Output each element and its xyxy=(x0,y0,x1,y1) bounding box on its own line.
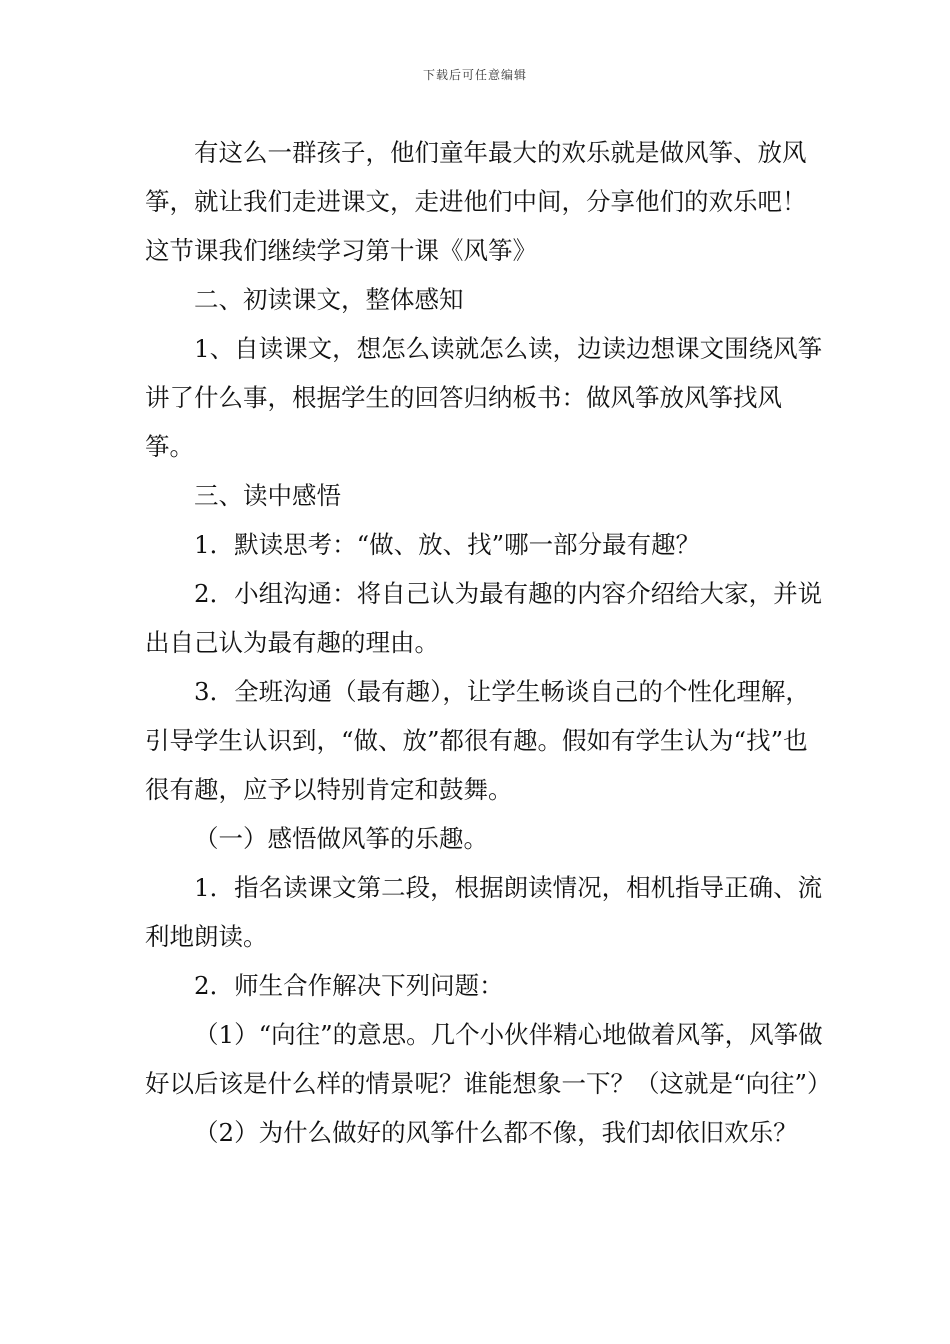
page-header: 下载后可任意编辑 xyxy=(422,68,527,82)
paragraph-intro: 有这么一群孩子，他们童年最大的欢乐就是做风筝、放风筝，就让我们走进课文，走进他们中间，分享他们的欢乐吧！这节课我们继续学习第十课《风筝》 xyxy=(145,138,807,265)
section-heading-3: 三、读中感悟 xyxy=(194,481,341,510)
paragraph-question-1: （1）“向往”的意思。几个小伙伴精心地做着风筝，风筝做好以后该是什么样的情景呢？谁能想象一下？（这就是“向往”） xyxy=(145,1020,832,1098)
document-body xyxy=(145,128,832,1157)
paragraph-item-1: 1．默读思考：“做、放、找”哪一部分最有趣？ xyxy=(194,530,701,559)
paragraph-sub-item-2: 2．师生合作解决下列问题： xyxy=(194,971,504,1000)
paragraph-question-2: （2）为什么做好的风筝什么都不像，我们却依旧欢乐？ xyxy=(194,1118,798,1147)
paragraph-step-1: 1、自读课文，想怎么读就怎么读，边读边想课文围绕风筝讲了什么事，根据学生的回答归纳板书：做风筝放风筝找风筝。 xyxy=(145,334,823,461)
paragraph-item-2: 2．小组沟通：将自己认为最有趣的内容介绍给大家，并说出自己认为最有趣的理由。 xyxy=(145,579,823,657)
section-heading-2: 二、初读课文，整体感知 xyxy=(194,285,464,314)
paragraph-item-3: 3．全班沟通（最有趣），让学生畅谈自己的个性化理解，引导学生认识到，“做、放”都很有趣。假如有学生认为“找”也很有趣，应予以特别肯定和鼓舞。 xyxy=(145,677,810,804)
paragraph-sub-item-1: 1．指名读课文第二段，根据朗读情况，相机指导正确、流利地朗读。 xyxy=(145,873,823,951)
subsection-heading-1: （一）感悟做风筝的乐趣。 xyxy=(194,824,488,853)
